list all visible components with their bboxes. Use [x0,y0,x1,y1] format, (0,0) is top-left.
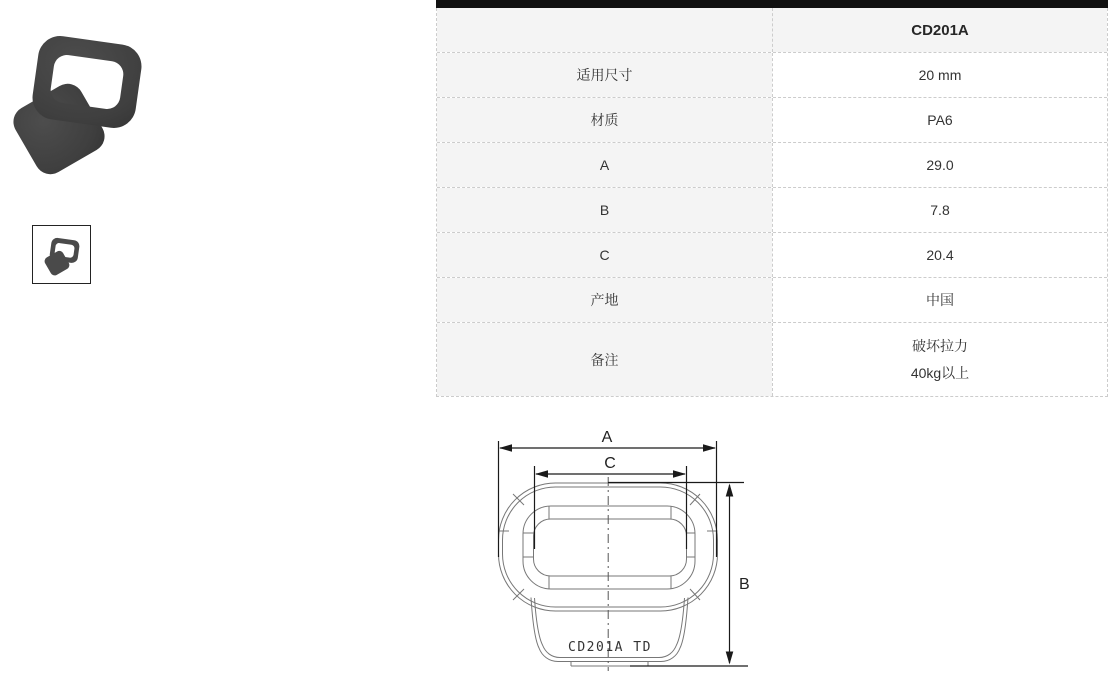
table-row [437,232,1107,277]
dark-plastic-loop-buckle [8,33,145,180]
technical-drawing [440,418,770,677]
arrow-a-left [499,444,512,452]
model-header: CD201A [772,8,1107,52]
row-label: B [437,188,772,232]
table-row [437,277,1107,322]
row-label: C [437,233,772,277]
table-row [437,142,1107,187]
arrow-c-left [535,470,548,478]
row-label: 适用尺寸 [437,53,772,97]
row-value: PA6 [772,98,1107,142]
header-empty-cell [437,8,772,52]
row-value: 29.0 [772,143,1107,187]
table-row [437,97,1107,142]
row-value [772,323,1107,396]
row-label: 产地 [437,278,772,322]
arrow-b-bottom [726,652,734,665]
row-value: 7.8 [772,188,1107,232]
product-photo [5,18,150,180]
part-marking-text: CD201A TD [568,640,652,655]
row-label: A [437,143,772,187]
table-row [437,52,1107,97]
arrow-b-top [726,484,734,497]
dimension-c [535,466,687,549]
row-label: 备注 [437,323,772,396]
table-top-bar [436,0,1108,8]
table-row-remark [437,322,1107,396]
dim-c-label: C [604,455,616,472]
table-row [437,187,1107,232]
product-thumbnail-image [42,233,82,277]
remark-line-1: 破坏拉力 [912,337,968,354]
arrow-a-right [703,444,716,452]
row-value: 20 mm [772,53,1107,97]
row-label: 材质 [437,98,772,142]
arrow-c-right [673,470,686,478]
dim-b-label: B [739,576,750,593]
row-value: 中国 [772,278,1107,322]
table-header-row [437,8,1107,52]
dim-a-label: A [601,429,613,446]
product-thumbnail[interactable] [32,225,91,284]
spec-table [436,0,1108,397]
remark-line-2: 40kg以上 [910,364,970,381]
row-value: 20.4 [772,233,1107,277]
